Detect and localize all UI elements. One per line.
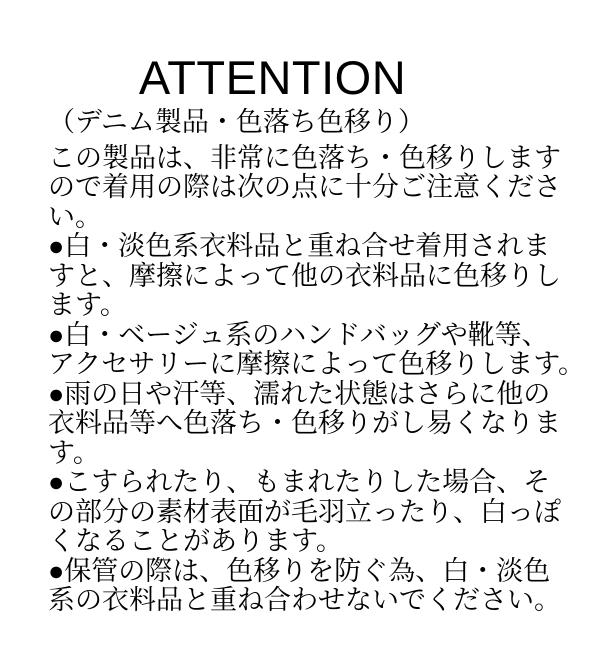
notice-line: ●こすられたり、もまれたりした場合、そ — [48, 467, 551, 497]
notice-subtitle: （デニム製品・色落ち色移り） — [48, 107, 425, 137]
notice-line: ●雨の日や汗等、濡れた状態はさらに他の — [48, 378, 551, 409]
notice-line: ●白・淡色系衣料品と重ね合せ着用されま — [48, 231, 551, 261]
page-title: ATTENTION — [138, 51, 407, 104]
notice-line: すと、摩擦によって他の衣料品に色移りし — [48, 260, 561, 291]
notice-line: この製品は、非常に色落ち・色移りします — [48, 142, 561, 173]
notice-body — [0, 108, 600, 616]
notice-line: アクセサリーに摩擦によって色移りします。 — [48, 349, 586, 379]
notice-line: い。 — [48, 201, 102, 232]
notice-line: くなることがあります。 — [48, 526, 343, 556]
notice-line: ●保管の際は、色移りを防ぐ為、白・淡色 — [48, 555, 551, 586]
notice-line: ●白・ベージュ系のハンドバッグや靴等、 — [48, 319, 549, 350]
notice-line: ので着用の際は次の点に十分ご注意くださ — [48, 172, 561, 202]
notice-line: す。 — [48, 437, 100, 468]
notice-line: 系の衣料品と重ね合わせないでください。 — [48, 585, 561, 615]
notice-line: 衣料品等へ色落ち・色移りがし易くなりま — [48, 408, 561, 438]
notice-line: ます。 — [48, 290, 127, 320]
notice-line: の部分の素材表面が毛羽立ったり、白っぽ — [48, 496, 561, 527]
